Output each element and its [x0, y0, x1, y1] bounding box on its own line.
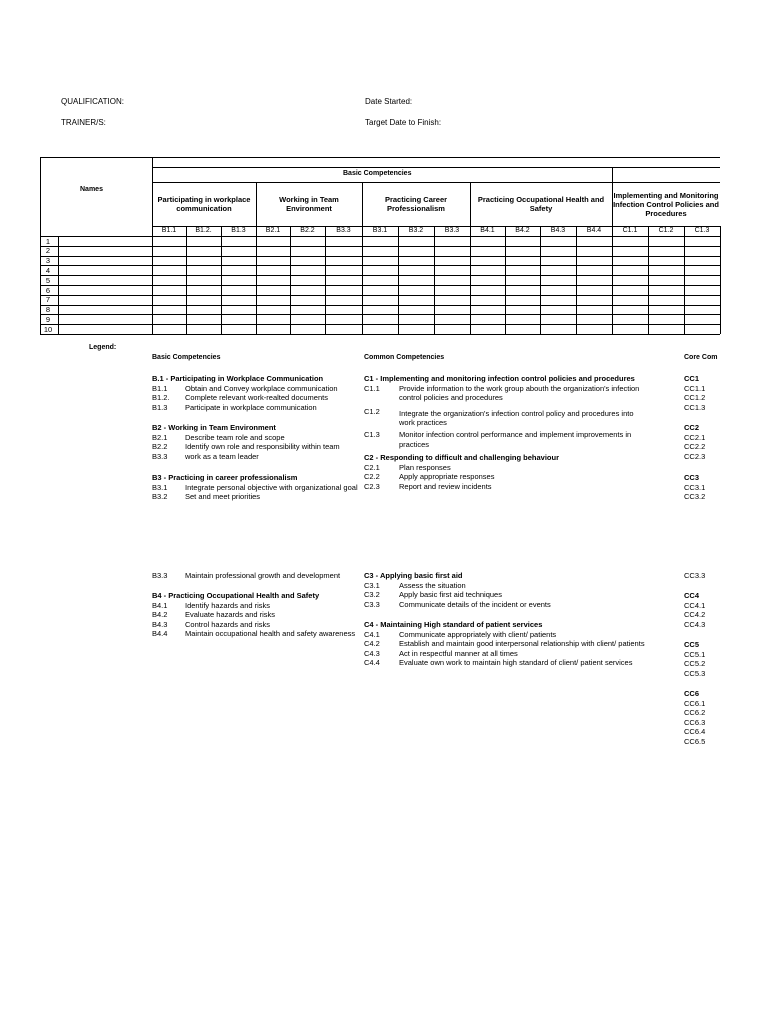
common-legend-heading: Common Competencies: [364, 354, 445, 361]
competency-code-header: B2.2: [300, 227, 315, 234]
trainers-label: TRAINER/S:: [61, 118, 106, 127]
trainee-name-cell[interactable]: [59, 286, 151, 294]
legend-c1: [364, 374, 664, 449]
row-number: 10: [43, 324, 53, 334]
grid-line: [40, 157, 41, 334]
trainee-name-cell[interactable]: [59, 306, 151, 314]
legend-code: C1.3: [364, 429, 380, 439]
legend-code: B3.1: [152, 482, 168, 492]
basic-legend-heading: Basic Competencies: [152, 354, 221, 361]
grid-line: [612, 226, 613, 334]
legend-code: B1.2.: [152, 393, 170, 403]
legend-text: Evaluate own work to maintain high standard of client/ patient services: [399, 658, 633, 668]
competency-code-header: B3.1: [372, 227, 388, 234]
trainee-name-cell[interactable]: [59, 325, 151, 333]
legend-text: Apply basic first aid techniques: [399, 590, 502, 600]
legend-c2: [364, 453, 559, 491]
grid-line: [576, 226, 577, 334]
legend-cc3: [684, 473, 705, 502]
legend-c2-title: C2 - Responding to difficult and challenging behaviour: [364, 453, 560, 462]
legend-code: C3.3: [364, 599, 380, 609]
legend-code: B4.3: [152, 619, 168, 629]
competency-group-header: Working in Team Environment: [279, 195, 339, 213]
legend-cc-item: CC3.3: [684, 571, 706, 580]
legend-text: Report and review incidents: [399, 481, 492, 491]
competency-code-header: B3.2: [408, 227, 424, 234]
grid-line: [325, 226, 326, 334]
legend-text: Control hazards and risks: [185, 619, 271, 629]
legend-code: B3.3: [152, 451, 168, 461]
legend-cc-item: CC5.3: [684, 668, 706, 678]
legend-cc-title: CC6: [684, 689, 700, 698]
trainee-name-cell[interactable]: [59, 237, 151, 245]
competency-code-header: C1.3: [694, 227, 710, 234]
row-number: 1: [45, 236, 51, 246]
grid-line: [40, 334, 720, 335]
trainee-name-cell[interactable]: [59, 276, 151, 284]
legend-code: C4.4: [364, 658, 380, 668]
trainee-name-cell[interactable]: [59, 257, 151, 265]
legend-c3-title: C3 - Applying basic first aid: [364, 571, 463, 580]
trainee-name-cell[interactable]: [59, 296, 151, 304]
grid-line: [186, 226, 187, 334]
legend-code: C4.1: [364, 629, 380, 639]
legend-cc-title: CC1: [684, 374, 700, 383]
grid-line: [612, 167, 613, 182]
legend-c1-title: C1 - Implementing and monitoring infection control policies and procedures: [364, 374, 635, 383]
competency-code-header: B1.2.: [195, 227, 212, 234]
grid-line: [256, 226, 257, 334]
grid-line: [505, 226, 506, 334]
legend-cc-item: CC2.2: [684, 442, 706, 452]
grid-line: [290, 226, 291, 334]
competency-group-header: Implementing and Monitoring Infection Control Policies and Procedures: [613, 190, 719, 218]
legend-title: Legend:: [89, 344, 117, 351]
competency-code-header: B3.3: [444, 227, 460, 234]
legend-b3-cont: [152, 571, 340, 581]
legend-text: Provide information to the work group abouth the organization's infection control policies and procedures: [399, 383, 640, 403]
legend-cc-title: CC2: [684, 423, 700, 432]
legend-text: Monitor infection control performance and implement improvements in practices: [399, 429, 632, 449]
legend-b4: [152, 591, 355, 639]
trainee-name-cell[interactable]: [59, 315, 151, 323]
legend-text: Complete relevant work-realted documents: [185, 393, 328, 403]
legend-cc-item: CC5.2: [684, 659, 706, 669]
legend-cc-item: CC6.3: [684, 717, 706, 727]
legend-cc5: [684, 640, 705, 678]
legend-cc-item: CC4.2: [684, 610, 706, 620]
legend-text: Integrate the organization's infection control policy and procedures into work practices: [399, 408, 634, 428]
legend-cc-item: CC1.1: [684, 383, 706, 393]
grid-line: [540, 226, 541, 334]
legend-cc-item: CC4.1: [684, 600, 706, 610]
legend-text: Plan responses: [399, 462, 451, 472]
legend-cc-item: CC4.3: [684, 619, 706, 629]
legend-code: B1.3: [152, 402, 168, 412]
legend-text: Identify hazards and risks: [185, 600, 271, 610]
legend-c3: [364, 571, 551, 609]
legend-code: C3.1: [364, 580, 380, 590]
competency-code-header: B1.1: [161, 227, 177, 234]
core-legend-heading: Core Com: [684, 354, 718, 361]
grid-line: [648, 226, 649, 334]
legend-b1: [152, 374, 338, 412]
legend-cc-item: CC6.5: [684, 736, 706, 746]
legend-text: work as a team leader: [185, 451, 259, 461]
legend-code: B1.1: [152, 383, 168, 393]
legend-b2-title: B2 - Working in Team Environment: [152, 423, 276, 432]
legend-c4: [364, 620, 645, 668]
competency-group-header: Participating in workplace communication: [157, 195, 251, 213]
competency-code-header: C1.2: [658, 227, 674, 234]
row-number: 6: [45, 285, 51, 295]
grid-line: [684, 226, 685, 334]
date-started-label: Date Started:: [365, 97, 413, 106]
legend-cc-item: CC6.1: [684, 698, 706, 708]
legend-code: B2.2: [152, 442, 168, 452]
grid-line: [152, 157, 720, 158]
legend-text: Maintain professional growth and development: [185, 571, 341, 580]
legend-text: Integrate personal objective with organizational goal: [185, 482, 358, 492]
legend-code: C4.2: [364, 639, 380, 649]
trainee-name-cell[interactable]: [59, 247, 151, 255]
legend-text: Evaluate hazards and risks: [185, 610, 276, 620]
legend-cc-item: CC1.2: [684, 393, 706, 403]
legend-text: Obtain and Convey workplace communication: [185, 383, 338, 393]
legend-cc-item: CC5.1: [684, 649, 706, 659]
legend-cc-title: CC4: [684, 591, 700, 600]
grid-line: [221, 226, 222, 334]
legend-cc-item: CC1.3: [684, 402, 706, 412]
legend-cc2: [684, 423, 705, 461]
legend-b4-title: B4 - Practicing Occupational Health and Safety: [152, 591, 320, 600]
row-number: 4: [45, 265, 51, 275]
legend-code: C2.3: [364, 481, 380, 491]
grid-line: [40, 157, 152, 158]
legend-b3: [152, 473, 358, 502]
legend-text: Maintain occupational health and safety awareness: [185, 629, 356, 639]
row-number: 7: [45, 295, 51, 305]
legend-code: B4.2: [152, 610, 168, 620]
legend-cc-item: CC3.1: [684, 482, 706, 492]
competency-group-header: Practicing Career Professionalism: [384, 195, 448, 213]
legend-b2: [152, 423, 340, 461]
legend-text: Participate in workplace communication: [185, 402, 317, 412]
legend-cc-title: CC5: [684, 640, 700, 649]
legend-text: Set and meet priorities: [185, 492, 261, 502]
names-header: Names: [80, 186, 103, 193]
grid-line: [152, 167, 720, 168]
legend-code: C1.1: [364, 383, 380, 393]
competency-code-header: B1.3: [231, 227, 246, 234]
legend-code: B4.1: [152, 600, 168, 610]
legend-text: Establish and maintain good interpersonal relationship with client/ patients: [399, 639, 645, 649]
trainee-name-cell[interactable]: [59, 266, 151, 274]
legend-cc-item: CC3.2: [684, 492, 706, 502]
legend-code: C2.1: [364, 462, 380, 472]
grid-line: [434, 226, 435, 334]
legend-text: Communicate appropriately with client/ patients: [399, 629, 557, 639]
legend-text: Act in respectful manner at all times: [399, 648, 518, 658]
legend-code: B3.2: [152, 492, 168, 502]
competency-code-header: B4.4: [586, 227, 602, 234]
row-number: 2: [45, 246, 51, 256]
row-number: 3: [45, 256, 51, 266]
competency-code-header: B4.2: [515, 227, 530, 234]
competency-code-header: B3.3: [336, 227, 351, 234]
grid-line: [398, 226, 399, 334]
legend-text: Identify own role and responsibility within team: [185, 442, 340, 452]
row-number: 5: [45, 275, 51, 285]
legend-code: B4.4: [152, 629, 168, 639]
legend-text: Assess the situation: [399, 580, 466, 590]
legend-cc-item: CC6.2: [684, 708, 706, 718]
legend-code: C4.3: [364, 648, 380, 658]
grid-line: [720, 226, 721, 334]
legend-text: Communicate details of the incident or events: [399, 599, 551, 609]
legend-code: B3.3: [152, 571, 168, 580]
legend-cc-item: CC2.1: [684, 432, 706, 442]
legend-text: Describe team role and scope: [185, 432, 285, 442]
legend-cc1: [684, 374, 705, 412]
competency-code-header: B4.3: [550, 227, 566, 234]
legend-c4-title: C4 - Maintaining High standard of patient services: [364, 620, 543, 629]
legend-code: C2.2: [364, 472, 380, 482]
target-date-label: Target Date to Finish:: [365, 118, 442, 127]
legend-b3-title: B3 - Practicing in career professionalism: [152, 473, 298, 482]
legend-text: Apply appropriate responses: [399, 472, 495, 482]
competency-code-header: B4.1: [480, 227, 495, 234]
legend-code: C3.2: [364, 590, 380, 600]
legend-cc4: [684, 591, 705, 629]
grid-line: [470, 226, 471, 334]
legend-cc-item: CC6.4: [684, 727, 706, 737]
basic-competencies-header: Basic Competencies: [343, 170, 412, 177]
row-number: 8: [45, 305, 51, 315]
legend-cc-title: CC3: [684, 473, 700, 482]
grid-line: [362, 226, 363, 334]
competency-code-header: B2.1: [265, 227, 281, 234]
competency-group-header: Practicing Occupational Health and Safety: [477, 195, 605, 213]
qualification-label: QUALIFICATION:: [61, 97, 124, 106]
legend-code: C1.2: [364, 406, 380, 416]
legend-cc-item: CC2.3: [684, 451, 706, 461]
legend-b1-title: B.1 - Participating in Workplace Communication: [152, 374, 324, 383]
legend-cc3-cont: [684, 571, 705, 581]
legend-code: B2.1: [152, 432, 168, 442]
row-number: 9: [45, 314, 51, 324]
legend-cc6: [684, 689, 705, 747]
competency-code-header: C1.1: [622, 227, 638, 234]
